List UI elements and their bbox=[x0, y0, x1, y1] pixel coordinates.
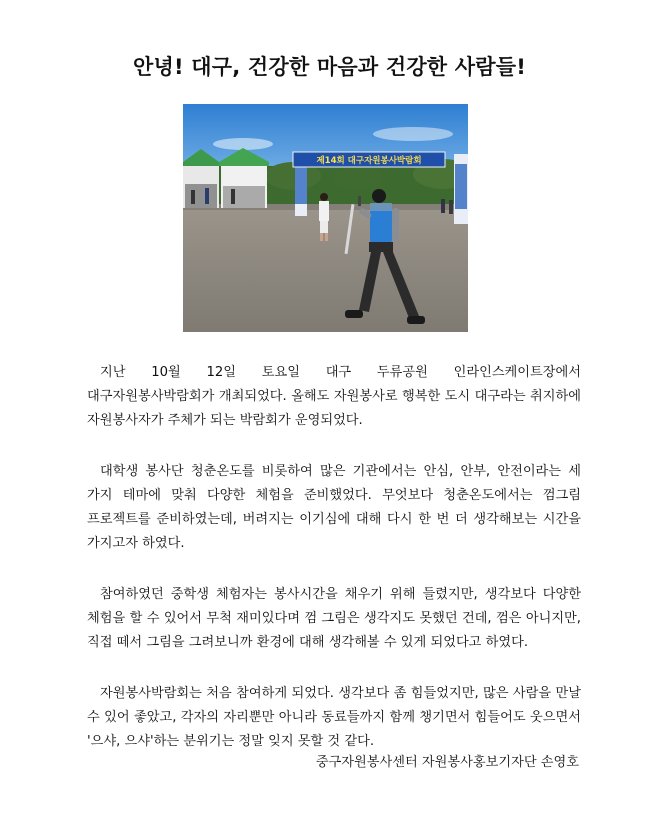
article-body bbox=[87, 361, 581, 781]
banner-text: 제14회 대구자원봉사박람회 bbox=[316, 156, 422, 166]
paragraph: 자원봉사박람회는 처음 참여하게 되었다. 생각보다 좀 힘들었지만, 많은 사람을 만날 수 있어 좋았고, 각자의 자리뿐만 아니라 동료들까지 함께 챙기면서 힘들어도 웃으면서 '으샤, 으샤'하는 분위기는 정말 잊지 못할 것 같다. bbox=[87, 686, 581, 749]
paragraph: 지난 10월 12일 토요일 대구 두류공원 인라인스케이트장에서 대구자원봉사박람회가 개최되었다. 올해도 자원봉사로 행복한 도시 대구라는 취지하에 자원봉사자가 주체가 되는 박람회가 운영되었다. bbox=[87, 365, 581, 428]
article-title: 안녕! 대구, 건강한 마음과 건강한 사람들! bbox=[132, 55, 527, 79]
paragraph: 대학생 봉사단 청춘온도를 비롯하여 많은 기관에서는 안심, 안부, 안전이라는 세 가지 테마에 맞춰 다양한 체험을 준비했었다. 무엇보다 청춘온도에서는 껌그림 프로젝트를 준비하였는데, 버려지는 이기심에 대해 다시 한 번 더 생각해보는 시간을 가지고자 하였다. bbox=[87, 464, 581, 551]
author-byline: 중구자원봉사센터 자원봉사홍보기자단 손영호 bbox=[315, 755, 579, 770]
paragraph: 참여하였던 중학생 체험자는 봉사시간을 채우기 위해 들렸지만, 생각보다 다양한 체험을 할 수 있어서 무척 재미있다며 껌 그림은 생각지도 못했던 건데, 껌은 아니지만, 직접 떼서 그림을 그려보니까 환경에 대해 생각해볼 수 있게 되었다고 하였다. bbox=[87, 587, 581, 650]
event-photo bbox=[183, 104, 468, 332]
